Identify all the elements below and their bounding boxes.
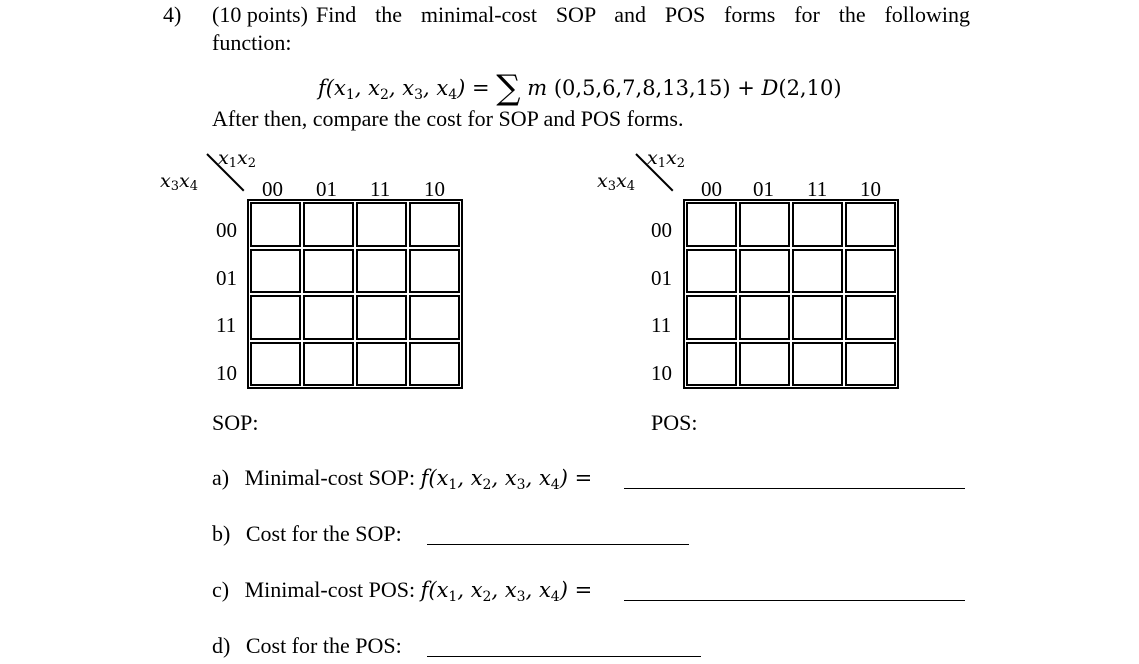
kmap-label-pos: POS: [651,410,698,435]
kmap-cell[interactable] [739,202,790,247]
kmap-col-var: x1x2 [647,147,685,171]
answer-letter: a) [212,465,230,490]
kmap-cell[interactable] [845,342,896,387]
row-header: 00 [651,218,672,242]
question-text-line2: function: [212,30,292,55]
col-header: 10 [424,177,445,201]
kmap-grid [683,199,899,389]
answer-b [212,521,402,547]
answer-formula: $f(x_1$, $x_2$, $x_3$, $x_4$) = [420,466,593,493]
row-header: 00 [216,218,237,242]
answer-c [212,577,592,605]
kmap-row-var: x3x4 [160,170,198,194]
kmap-cell[interactable] [356,249,407,294]
row-header: 10 [651,361,672,385]
sigma-symbol: ∑ [496,68,521,108]
col-header: 01 [753,177,774,201]
kmap-cell[interactable] [409,202,460,247]
col-header: 00 [701,177,722,201]
kmap-cell[interactable] [792,249,843,294]
kmap-cell[interactable] [250,202,301,247]
kmap-cell[interactable] [845,249,896,294]
kmap-cell[interactable] [792,295,843,340]
kmap-cell[interactable] [739,249,790,294]
kmap-cell[interactable] [303,249,354,294]
kmap-cell[interactable] [250,342,301,387]
row-header: 11 [651,313,672,337]
col-header: 10 [860,177,881,201]
kmap-row-var: x3x4 [597,170,635,194]
kmap-cell[interactable] [686,202,737,247]
answer-letter: b) [212,521,231,546]
kmap-cell[interactable] [356,295,407,340]
row-header: 01 [216,266,237,290]
kmap-cell[interactable] [739,342,790,387]
plus-sign: + [737,76,755,100]
answer-text: Minimal-cost POS: [244,577,416,602]
answer-formula: $f(x_1$, $x_2$, $x_3$, $x_4$) = [420,578,593,605]
answer-blank-c[interactable] [624,578,965,601]
kmap-cell[interactable] [686,342,737,387]
col-header: 00 [262,177,283,201]
kmap-cell[interactable] [303,202,354,247]
kmap-cell[interactable] [250,295,301,340]
kmap-cell[interactable] [409,295,460,340]
row-header: 11 [216,313,237,337]
kmap-cell[interactable] [686,295,737,340]
kmap-cell[interactable] [792,202,843,247]
followup-text: After then, compare the cost for SOP and POS forms. [212,106,684,131]
kmap-col-var: x1x2 [218,147,256,171]
minterm-list: (0,5,6,7,8,13,15) [553,76,731,100]
answer-letter: c) [212,577,230,602]
dontcare-list: (2,10) [778,76,842,100]
row-header: 01 [651,266,672,290]
col-header: 11 [807,177,828,201]
question-number: 4) [163,2,182,27]
equation-lhs: $f(x_1$, $x_2$, $x_3$, $x_4$) = [318,76,490,103]
answer-letter: d) [212,633,231,658]
kmap-cell[interactable] [686,249,737,294]
answer-text: Cost for the SOP: [245,521,402,546]
dontcare-label: D [761,76,779,100]
question-line1 [212,2,970,28]
function-equation [318,68,842,108]
question-points: (10 points) [212,2,308,27]
kmap-label-sop: SOP: [212,410,259,435]
col-header: 01 [316,177,337,201]
kmap-cell[interactable] [409,342,460,387]
kmap-cell[interactable] [845,202,896,247]
answer-text: Minimal-cost SOP: [244,465,416,490]
kmap-grid [247,199,463,389]
kmap-cell[interactable] [409,249,460,294]
kmap-cell[interactable] [303,342,354,387]
kmap-cell[interactable] [792,342,843,387]
kmap-cell[interactable] [303,295,354,340]
kmap-cell[interactable] [250,249,301,294]
kmap-cell[interactable] [356,342,407,387]
answer-blank-b[interactable] [427,522,689,545]
answer-d [212,633,402,659]
answer-blank-a[interactable] [624,466,965,489]
answer-text: Cost for the POS: [245,633,402,658]
kmap-cell[interactable] [356,202,407,247]
kmap-cell[interactable] [739,295,790,340]
question-text: Find the minimal-cost SOP and POS forms for the following [315,2,970,27]
col-header: 11 [370,177,391,201]
kmap-cell[interactable] [845,295,896,340]
minterm-label: m [527,76,548,100]
answer-blank-d[interactable] [427,634,701,657]
answer-a [212,465,592,493]
row-header: 10 [216,361,237,385]
